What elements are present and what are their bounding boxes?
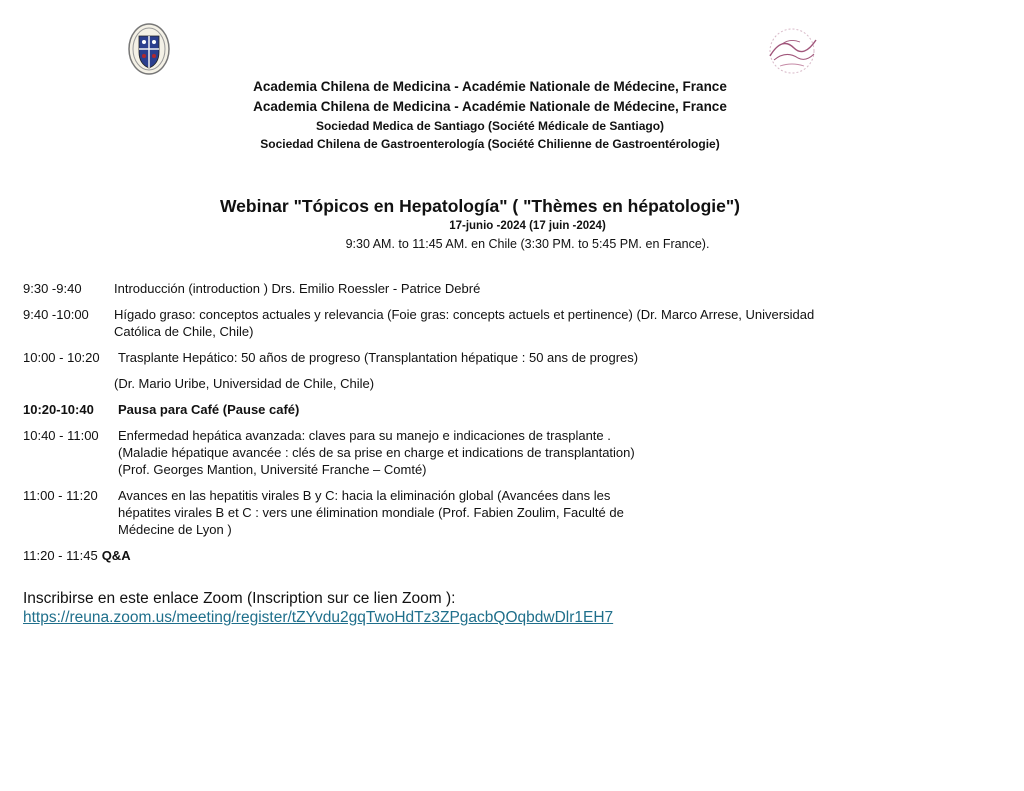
- agenda-line: Pausa para Café (Pause café): [118, 402, 300, 417]
- event-heading: [130, 194, 830, 254]
- agenda-line: Avances en las hepatitis virales B y C: hacia la eliminación global (Avancées dans les: [118, 488, 611, 503]
- org-line: Academia Chilena de Medicina - Académie Nationale de Médecine, France: [253, 99, 727, 114]
- agenda-line: Enfermedad hepática avanzada: claves para su manejo e indicaciones de trasplante .: [118, 428, 611, 443]
- agenda-time: 10:00 - 10:20: [23, 350, 100, 365]
- agenda-row: [23, 280, 963, 297]
- org-line: Sociedad Medica de Santiago (Société Médicale de Santiago): [315, 119, 665, 133]
- event-title: Webinar "Tópicos en Hepatología" ( "Thèmes en hépatologie"): [219, 196, 740, 216]
- agenda-line: Trasplante Hepático: 50 años de progreso (Transplantation hépatique : 50 ans de progres): [118, 350, 639, 365]
- org-line: Sociedad Chilena de Gastroenterología (Société Chilienne de Gastroentérologie): [260, 137, 720, 151]
- agenda-description: [118, 401, 963, 418]
- agenda-time: 10:40 - 11:00: [23, 428, 99, 443]
- organization-header: [150, 77, 830, 153]
- agenda-line: Q&A: [101, 548, 131, 563]
- agenda-line: Introducción (introduction ) Drs. Emilio Roessler - Patrice Debré: [114, 281, 481, 296]
- agenda-description: [118, 427, 963, 478]
- event-time: 9:30 AM. to 11:45 AM. en Chile (3:30 PM. to 5:45 PM. en France).: [345, 237, 710, 251]
- zoom-registration: [23, 589, 613, 627]
- agenda-time: 11:20 - 11:45: [23, 548, 98, 563]
- event-date: 17-junio -2024 (17 juin -2024): [449, 220, 606, 232]
- org-line: Academia Chilena de Medicina - Académie Nationale de Médecine, France: [253, 79, 727, 94]
- agenda-row: [23, 487, 963, 538]
- agenda-description: [102, 547, 963, 564]
- agenda-line: (Dr. Mario Uribe, Universidad de Chile, Chile): [114, 376, 375, 391]
- agenda-line: (Maladie hépatique avancée : clés de sa prise en charge et indications de transplantation): [118, 445, 635, 460]
- academia-chilena-seal-icon: [127, 22, 171, 76]
- agenda-time: [23, 375, 114, 392]
- agenda-line: hépatites virales B et C : vers une élimination mondiale (Prof. Fabien Zoulim, Faculté de: [118, 505, 624, 520]
- agenda-description: [118, 487, 963, 538]
- agenda-description: [114, 280, 963, 297]
- agenda-row: [23, 401, 963, 418]
- agenda-line: Católica de Chile, Chile): [114, 324, 254, 339]
- agenda-description: [114, 306, 963, 340]
- academie-nationale-medecine-logo-icon: [760, 26, 824, 76]
- agenda-time: 9:30 -9:40: [23, 281, 82, 296]
- agenda-description: [114, 375, 963, 392]
- agenda-row: [23, 427, 963, 478]
- agenda-line: (Prof. Georges Mantion, Université Franche – Comté): [118, 462, 427, 477]
- agenda-line: Médecine de Lyon ): [118, 522, 232, 537]
- agenda-row: [23, 349, 963, 366]
- agenda-row: [23, 375, 963, 392]
- zoom-link[interactable]: https://reuna.zoom.us/meeting/register/tZYvdu2gqTwoHdTz3ZPgacbQOqbdwDlr1EH7: [23, 609, 614, 626]
- agenda-line: Hígado graso: conceptos actuales y relevancia (Foie gras: concepts actuels et pertinence) (Dr. Marco Arrese, Universidad: [114, 307, 815, 322]
- agenda-time: 10:20-10:40: [23, 402, 94, 417]
- agenda-time: 11:00 - 11:20: [23, 488, 98, 503]
- agenda-description: [118, 349, 963, 366]
- agenda-time: 9:40 -10:00: [23, 307, 89, 322]
- zoom-label: Inscribirse en este enlace Zoom (Inscription sur ce lien Zoom ):: [23, 590, 456, 607]
- agenda-row: [23, 547, 963, 564]
- agenda-row: [23, 306, 963, 340]
- agenda: [23, 280, 963, 573]
